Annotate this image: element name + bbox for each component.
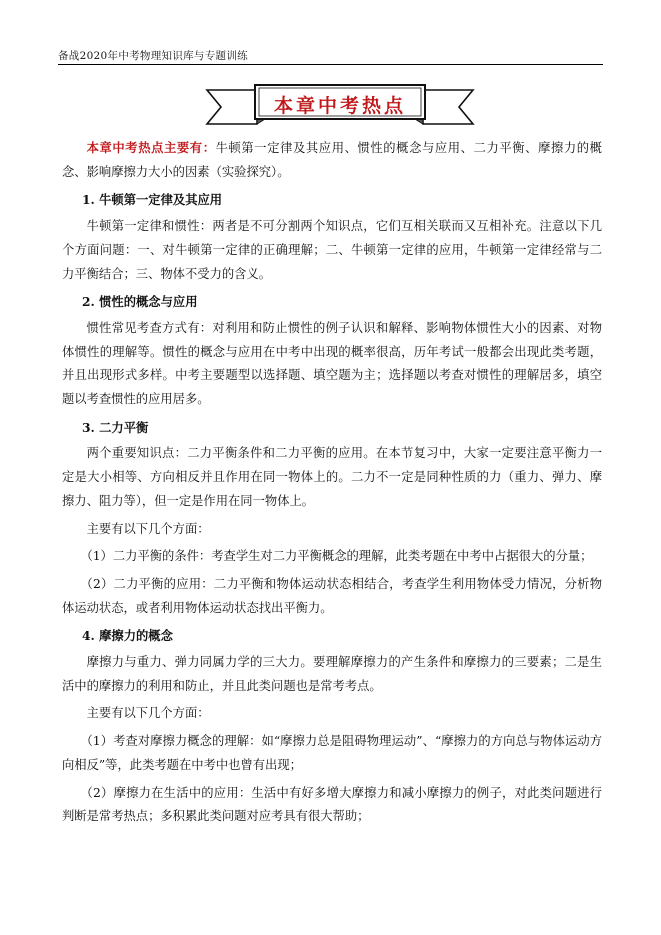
- page-header: 备战2020年中考物理知识库与专题训练: [58, 50, 248, 62]
- section-4-item-1: （1）考查对摩擦力概念的理解：如“摩擦力总是阻碍物理运动”、“摩擦力的方向总与物体运动方向相反”等，此类考题在中考中也曾有出现；: [62, 734, 602, 772]
- section-1-paragraph: 牛顿第一定律和惯性：两者是不可分割两个知识点，它们互相关联而又互相补充。注意以下几个方面问题：一、对牛顿第一定律的正确理解；二、牛顿第一定律的应用，牛顿第一定律经常与二力平衡结合；三、物体不受力的含义。: [62, 219, 602, 281]
- section-2-heading: 2. 惯性的概念与应用: [82, 294, 198, 310]
- title-banner: [205, 84, 475, 130]
- content-body: [62, 136, 602, 833]
- section-4-heading: 4. 摩擦力的概念: [82, 628, 173, 644]
- header-rule: [58, 64, 603, 65]
- intro-paragraph: [62, 136, 602, 184]
- section-1-heading: 1. 牛顿第一定律及其应用: [82, 192, 223, 208]
- section-4-paragraph: 摩擦力与重力、弹力同属力学的三大力。要理解摩擦力的产生条件和摩擦力的三要素；二是生活中的摩擦力的利用和防止，并且此类问题也是常考考点。: [62, 655, 602, 693]
- section-4-subhead: 主要有以下几个方面：: [86, 706, 210, 721]
- section-2-paragraph: 惯性常见考查方式有：对利用和防止惯性的例子认识和解释、影响物体惯性大小的因素、对物体惯性的理解等。惯性的概念与应用在中考中出现的概率很高，历年考试一般都会出现此类考题，并且出现形式多样。中考主要题型以选择题、填空题为主；选择题以考查对惯性的理解居多，填空题以考查惯性的应用居多。: [62, 320, 602, 407]
- section-3-item-2: （2）二力平衡的应用：二力平衡和物体运动状态相结合，考查学生利用物体受力情况，分析物体运动状态，或者利用物体运动状态找出平衡力。: [62, 576, 602, 615]
- section-3-paragraph: 两个重要知识点：二力平衡条件和二力平衡的应用。在本节复习中，大家一定要注意平衡力一定是大小相等、方向相反并且作用在同一物体上的。二力不一定是同种性质的力（重力、弹力、摩擦力、阻力等），但一定是作用在同一物体上。: [62, 446, 602, 508]
- section-4-item-2: （2）摩擦力在生活中的应用：生活中有好多增大摩擦力和减小摩擦力的例子，对此类问题进行判断是常考热点；多积累此类问题对应考具有很大帮助；: [62, 785, 602, 824]
- section-3-heading: 3. 二力平衡: [82, 419, 149, 435]
- section-3-item-1: （1）二力平衡的条件：考查学生对二力平衡概念的理解，此类考题在中考中占据很大的分量；: [80, 549, 593, 564]
- intro-text: 牛顿第一定律及其应用、惯性的概念与应用、二力平衡、摩擦力的概念、影响摩擦力大小的因素（实验探究）。: [62, 141, 602, 179]
- intro-label: 本章中考热点主要有：: [86, 140, 216, 155]
- banner-title: 本章中考热点: [273, 95, 406, 117]
- section-3-subhead: 主要有以下几个方面：: [86, 521, 210, 536]
